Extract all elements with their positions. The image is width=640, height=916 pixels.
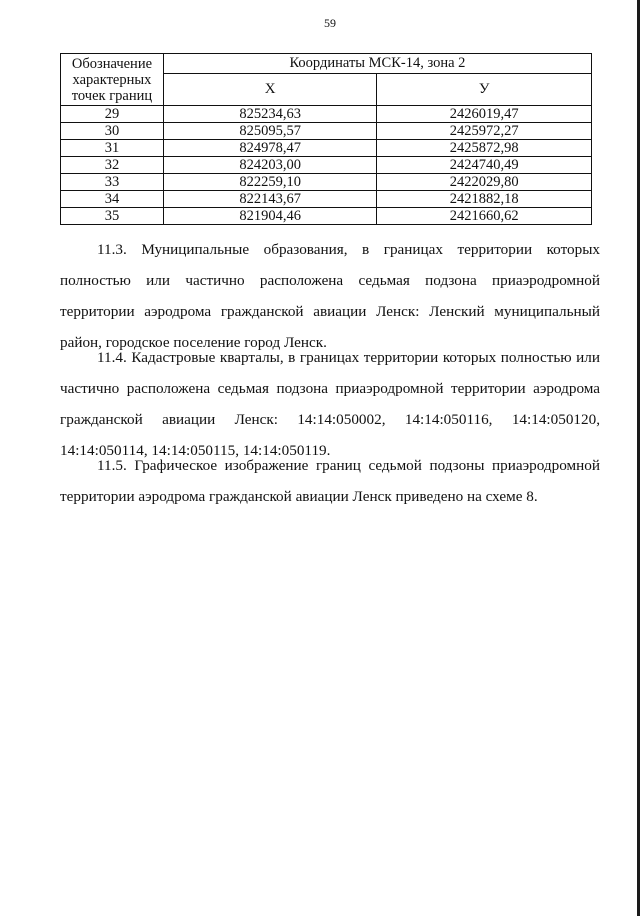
cell-y: 2425872,98 <box>377 140 592 157</box>
cell-x: 824203,00 <box>163 157 377 174</box>
table-row <box>61 157 592 174</box>
cell-x: 822259,10 <box>163 174 377 191</box>
cell-point: 30 <box>61 123 164 140</box>
cell-y: 2426019,47 <box>377 106 592 123</box>
paragraph-11-5: 11.5. Графическое изображение границ седьмой подзоны приаэродромной территории аэродрома гражданской авиации Ленск приведено на схеме 8. <box>60 457 600 505</box>
cell-point: 33 <box>61 174 164 191</box>
paragraph-11-4: 11.4. Кадастровые кварталы, в границах территории которых полностью или частично расположена седьмая подзона приаэродромной территории аэродрома гражданской авиации Ленск: 14:14:050002, 14:14:050116, 14:14:050120, 14:14:050114, 14:14:050115, 14:14:050119. <box>60 349 600 459</box>
header-point-designation: Обозначение характерных точек границ <box>61 54 164 106</box>
cell-x: 824978,47 <box>163 140 377 157</box>
cell-y: 2421660,62 <box>377 208 592 225</box>
cell-y: 2425972,27 <box>377 123 592 140</box>
header-x: X <box>163 74 377 106</box>
cell-x: 821904,46 <box>163 208 377 225</box>
cell-x: 825095,57 <box>163 123 377 140</box>
coordinates-table <box>60 53 592 225</box>
table-row <box>61 174 592 191</box>
cell-point: 29 <box>61 106 164 123</box>
cell-y: 2421882,18 <box>377 191 592 208</box>
table-row <box>61 208 592 225</box>
cell-y: 2424740,49 <box>377 157 592 174</box>
table-row <box>61 191 592 208</box>
paragraph-11-3: 11.3. Муниципальные образования, в границах территории которых полностью или частично расположена седьмая подзона приаэродромной территории аэродрома гражданской авиации Ленск: Ленский муниципальный район, городское поселение город Ленск. <box>60 241 600 351</box>
cell-y: 2422029,80 <box>377 174 592 191</box>
header-y: У <box>377 74 592 106</box>
cell-point: 31 <box>61 140 164 157</box>
cell-point: 34 <box>61 191 164 208</box>
header-coordinates-group: Координаты МСК-14, зона 2 <box>163 54 591 74</box>
table-row <box>61 123 592 140</box>
cell-point: 35 <box>61 208 164 225</box>
cell-x: 825234,63 <box>163 106 377 123</box>
table-row <box>61 106 592 123</box>
table-row <box>61 140 592 157</box>
cell-point: 32 <box>61 157 164 174</box>
cell-x: 822143,67 <box>163 191 377 208</box>
page-number: 59 <box>324 16 336 30</box>
table-header-row <box>61 54 592 74</box>
